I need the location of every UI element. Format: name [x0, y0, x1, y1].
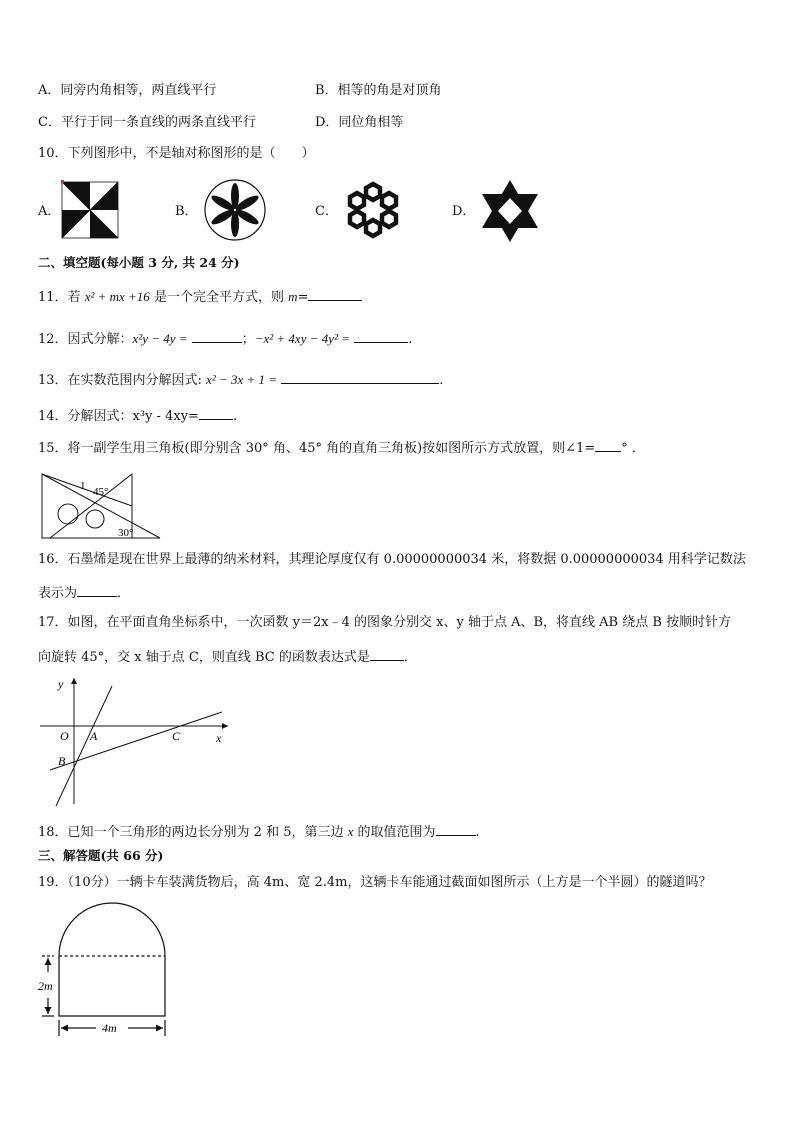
q18-prefix: 18．已知一个三角形的两边长分别为 2 和 5，第三边	[38, 825, 348, 840]
q11-prefix: 11．若	[38, 290, 85, 305]
q12-answer-blank-1[interactable]	[192, 328, 242, 343]
q12-expression-1: x²y − 4y =	[132, 331, 188, 346]
q17-end: ．	[403, 650, 417, 665]
coordinate-plane-figure	[38, 674, 238, 806]
q11	[38, 286, 362, 307]
q19-text: 19．（10分）一辆卡车装满货物后，高 4m、宽 2.4m，这辆卡车能通过截面如图所示（上方是一个半圆）的隧道吗？	[38, 875, 712, 890]
q18	[38, 821, 480, 842]
fig17-label-o: O	[60, 729, 69, 743]
hexagon-ring-figure	[338, 178, 408, 242]
q12-expression-2: −x² + 4xy − 4y² =	[254, 331, 350, 346]
q14	[38, 405, 237, 426]
q11-answer-blank[interactable]	[308, 286, 362, 301]
q11-middle: 是一个完全平方式，则	[149, 290, 289, 305]
q16-answer-blank[interactable]	[77, 582, 117, 597]
q18-end: .	[475, 825, 480, 840]
q14-answer-blank[interactable]	[199, 405, 233, 420]
q9-option-d: D．同位角相等	[315, 115, 404, 130]
q18-post: 的取值范围为	[353, 825, 436, 840]
q12-answer-blank-2[interactable]	[354, 328, 408, 343]
q14-end: .	[232, 409, 238, 424]
q17-line-2-text: 向旋转 45°，交 x 轴于点 C，则直线 BC 的函数表达式是	[38, 650, 370, 665]
fig15-label-1: 1	[80, 480, 86, 492]
q12	[38, 328, 412, 349]
q13	[38, 369, 443, 390]
fig17-label-y: y	[58, 677, 64, 691]
q11-expression: x² + mx +16	[84, 289, 150, 304]
section-2-title: 二、填空题(每小题 3 分, 共 24 分)	[38, 255, 240, 270]
q10-option-d-label: D．	[452, 204, 476, 219]
q18-variable: x	[347, 824, 354, 839]
fig17-label-b: B	[58, 754, 66, 768]
q9-option-c: C．平行于同一条直线的两条直线平行	[38, 115, 256, 130]
q11-variable: m	[288, 289, 298, 304]
q16-line-1: 16．石墨烯是现在世界上最薄的纳米材料，其理论厚度仅有 0.00000000034 米，将数据 0.00000000034 用科学记数法	[38, 552, 746, 567]
q13-prefix: 13．在实数范围内分解因式:	[38, 373, 207, 388]
fig19-height-label: 2m	[38, 979, 53, 993]
q16-line-2-text: 表示为	[38, 586, 78, 601]
fig17-label-x: x	[216, 731, 222, 745]
q10-option-c-label: C．	[315, 204, 338, 219]
triangle-rulers-figure	[38, 470, 162, 542]
q15-text: 15．将一副学生用三角板(即分别含 30° 角、45° 角的直角三角板)按如图所示方式放置，则∠1=	[38, 441, 596, 456]
q18-answer-blank[interactable]	[436, 821, 476, 836]
tunnel-cross-section-figure	[34, 894, 184, 1042]
q12-separator: ；	[241, 332, 255, 347]
q15-answer-blank[interactable]	[595, 437, 621, 452]
q17-line-2	[38, 646, 417, 667]
fig17-label-a: A	[90, 729, 98, 743]
q10-option-a-label: A．	[38, 204, 61, 219]
fig17-label-c: C	[172, 729, 181, 743]
fig15-label-30: 30°	[118, 527, 134, 539]
q15	[38, 437, 645, 458]
q15-unit: ° ．	[621, 441, 645, 456]
section-3-title: 三、解答题(共 66 分)	[38, 848, 164, 863]
q16-end: ．	[117, 586, 131, 601]
q12-prefix: 12．因式分解：	[38, 332, 133, 347]
q9-option-b: B．相等的角是对顶角	[315, 83, 442, 98]
fig19-width-label: 4m	[102, 1021, 117, 1035]
q10-stem: 10．下列图形中，不是轴对称图形的是（ ）	[38, 146, 315, 161]
q9-option-a: A．同旁内角相等，两直线平行	[38, 83, 217, 98]
q11-equals: =	[297, 290, 309, 305]
q16-line-2	[38, 582, 130, 603]
fig15-label-45: 45°	[93, 486, 109, 498]
q13-end: .	[439, 373, 444, 388]
q17-line-1: 17．如图，在平面直角坐标系中，一次函数 y＝2x﹣4 的图象分别交 x、y 轴于点 A、B，将直线 AB 绕点 B 按顺时针方	[38, 615, 732, 630]
q13-answer-blank[interactable]	[281, 369, 439, 384]
q13-expression: x² − 3x + 1 =	[206, 372, 278, 387]
q17-answer-blank[interactable]	[370, 646, 404, 661]
flower-circle-figure	[203, 178, 267, 242]
pinwheel-figure	[60, 180, 120, 240]
six-point-star-figure	[478, 178, 542, 244]
q12-end: .	[408, 332, 413, 347]
q10-option-b-label: B．	[175, 204, 198, 219]
q14-text: 14．分解因式：x³y - 4xy=	[38, 409, 199, 424]
